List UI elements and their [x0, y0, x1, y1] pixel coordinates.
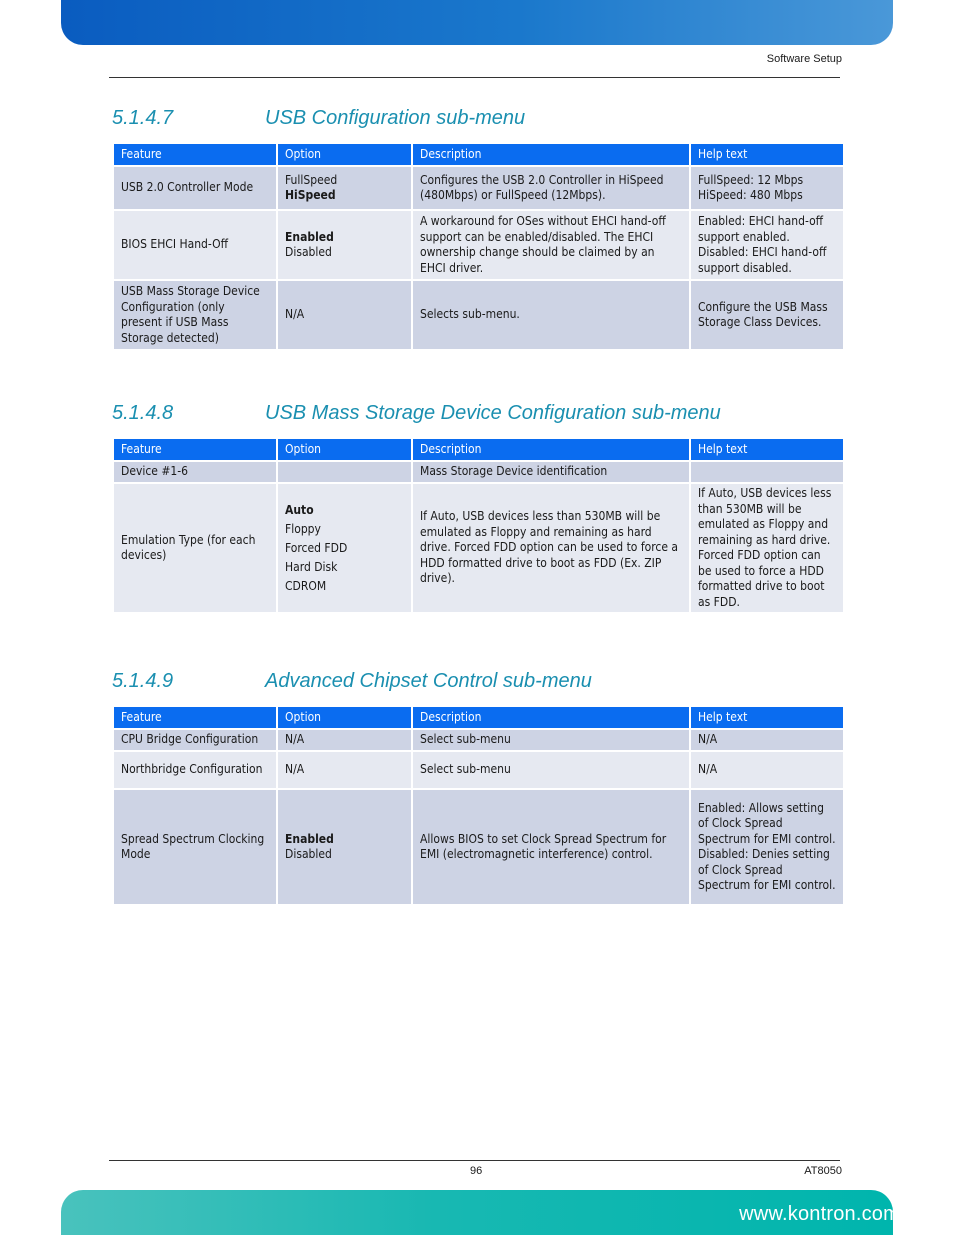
- section-heading-usb-mass-storage: [112, 402, 721, 425]
- option-cell: [278, 281, 411, 349]
- feature-cell: USB 2.0 Controller Mode: [114, 167, 276, 209]
- option-value: FullSpeed: [285, 172, 338, 187]
- description-cell: Selects sub-menu.: [413, 281, 689, 349]
- column-header-feature: Feature: [114, 144, 276, 165]
- option-cell: [278, 211, 411, 279]
- table-row: [114, 211, 843, 279]
- option-cell: [278, 790, 411, 904]
- feature-cell: Northbridge Configuration: [114, 752, 276, 788]
- table-row: [114, 484, 843, 612]
- help-cell: N/A: [691, 752, 843, 788]
- help-cell: N/A: [691, 730, 843, 750]
- option-cell: N/A: [278, 730, 411, 750]
- option-default: Enabled: [285, 229, 334, 244]
- feature-cell: BIOS EHCI Hand-Off: [114, 211, 276, 279]
- option-value: Hard Disk: [285, 559, 338, 574]
- table-row: [114, 752, 843, 788]
- column-header-description: Description: [413, 144, 689, 165]
- table-row: [114, 462, 843, 482]
- usb-config-table: [112, 142, 845, 351]
- feature-cell: Device #1-6: [114, 462, 276, 482]
- description-cell: Select sub-menu: [413, 752, 689, 788]
- help-cell: Enabled: EHCI hand-off support enabled. Disabled: EHCI hand-off support disabled.: [691, 211, 843, 279]
- header-band: [61, 0, 893, 45]
- option-cell: [278, 167, 411, 209]
- help-cell: Configure the USB Mass Storage Class Devices.: [691, 281, 843, 349]
- section-title: Advanced Chipset Control sub-menu: [265, 670, 592, 692]
- description-cell: Configures the USB 2.0 Controller in HiSpeed (480Mbps) or FullSpeed (12Mbps).: [413, 167, 689, 209]
- column-header-help: Help text: [691, 707, 843, 728]
- footer-rule: [109, 1160, 840, 1161]
- option-default: Enabled: [285, 831, 334, 846]
- option-cell: N/A: [278, 752, 411, 788]
- column-header-option: Option: [278, 439, 411, 460]
- table-header-row: [114, 144, 843, 165]
- option-value: Disabled: [285, 245, 332, 259]
- help-cell: If Auto, USB devices less than 530MB will be emulated as Floppy and remaining as hard drive. Forced FDD option can be used to force a HDD formatted drive to boot as FDD.: [691, 484, 843, 612]
- column-header-description: Description: [413, 707, 689, 728]
- option-value: Forced FDD: [285, 540, 348, 555]
- table-header-row: [114, 439, 843, 460]
- feature-cell: USB Mass Storage Device Configuration (only present if USB Mass Storage detected): [114, 281, 276, 349]
- table-row: [114, 730, 843, 750]
- help-cell: FullSpeed: 12 Mbps HiSpeed: 480 Mbps: [691, 167, 843, 209]
- column-header-help: Help text: [691, 144, 843, 165]
- option-value: N/A: [285, 307, 305, 322]
- feature-cell: CPU Bridge Configuration: [114, 730, 276, 750]
- chipset-control-table: [112, 705, 845, 906]
- column-header-feature: Feature: [114, 707, 276, 728]
- table-row: [114, 790, 843, 904]
- section-number: 5.1.4.7: [112, 107, 174, 129]
- page-number: 96: [470, 1165, 483, 1177]
- section-heading-chipset-control: [112, 670, 592, 693]
- usb-mass-storage-table: [112, 437, 845, 614]
- section-title: USB Mass Storage Device Configuration sub-menu: [265, 402, 721, 424]
- description-cell: Select sub-menu: [413, 730, 689, 750]
- option-default: HiSpeed: [285, 188, 336, 202]
- option-value: CDROM: [285, 578, 327, 593]
- option-value: Disabled: [285, 847, 332, 861]
- column-header-feature: Feature: [114, 439, 276, 460]
- description-cell: Allows BIOS to set Clock Spread Spectrum for EMI (electromagnetic interference) control.: [413, 790, 689, 904]
- option-cell: [278, 462, 411, 482]
- feature-cell: Emulation Type (for each devices): [114, 484, 276, 612]
- column-header-option: Option: [278, 707, 411, 728]
- section-number: 5.1.4.8: [112, 402, 174, 424]
- website-link[interactable]: www.kontron.com: [739, 1203, 900, 1225]
- column-header-help: Help text: [691, 439, 843, 460]
- help-cell: [691, 462, 843, 482]
- table-header-row: [114, 707, 843, 728]
- feature-cell: Spread Spectrum Clocking Mode: [114, 790, 276, 904]
- description-cell: A workaround for OSes without EHCI hand-off support can be enabled/disabled. The EHCI ownership change should be claimed by an EHCI driver.: [413, 211, 689, 279]
- description-cell: If Auto, USB devices less than 530MB will be emulated as Floppy and remaining as hard drive. Forced FDD option can be used to force a HDD formatted drive to boot as FDD (Ex. ZIP drive).: [413, 484, 689, 612]
- document-id: AT8050: [804, 1165, 842, 1177]
- column-header-option: Option: [278, 144, 411, 165]
- section-title: USB Configuration sub-menu: [265, 107, 526, 129]
- option-default: Auto: [285, 502, 314, 517]
- description-cell: Mass Storage Device identification: [413, 462, 689, 482]
- column-header-description: Description: [413, 439, 689, 460]
- table-row: [114, 281, 843, 349]
- header-rule: [109, 77, 840, 78]
- section-number: 5.1.4.9: [112, 670, 174, 692]
- help-cell: Enabled: Allows setting of Clock Spread Spectrum for EMI control. Disabled: Denies setting of Clock Spread Spectrum for EMI control.: [691, 790, 843, 904]
- running-header: Software Setup: [766, 53, 842, 65]
- section-heading-usb-config: [112, 107, 525, 130]
- option-cell: [278, 484, 411, 612]
- table-row: [114, 167, 843, 209]
- option-value: Floppy: [285, 521, 321, 536]
